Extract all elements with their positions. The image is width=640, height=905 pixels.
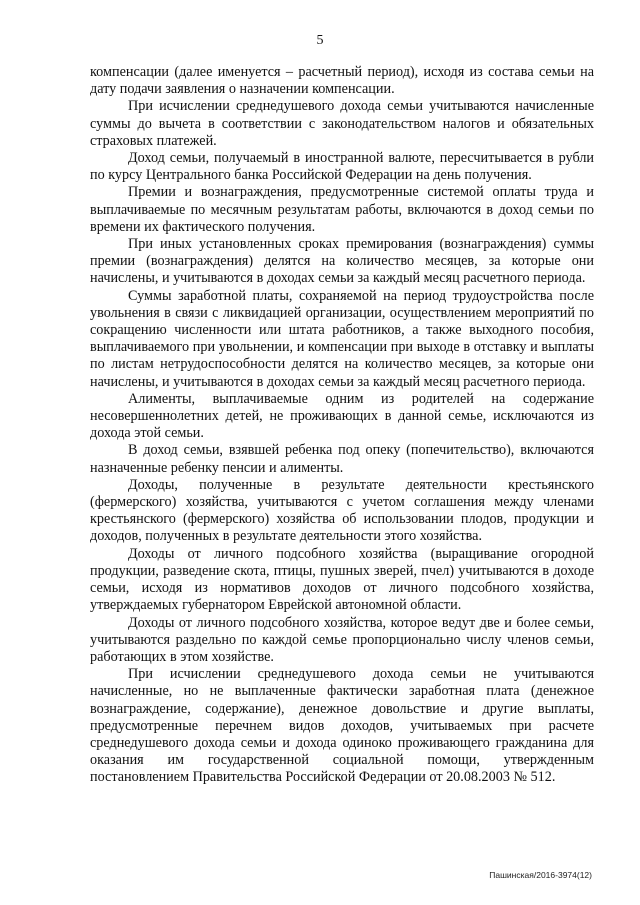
paragraph: Доход семьи, получаемый в иностранной валюте, пересчитывается в рубли по курсу Центрального банка Российской Федерации на день получения.: [90, 150, 594, 184]
footer-document-code: Пашинская/2016-3974(12): [489, 870, 592, 880]
paragraph: При исчислении среднедушевого дохода семьи не учитываются начисленные, но не выплаченные фактически заработная плата (денежное вознаграждение, содержание), денежное довольствие и другие выплаты, предусмотренные перечнем видов доходов, учитываемых при расчете среднедушевого дохода семьи и дохода одиноко проживающего гражданина для оказания им государственной социальной помощи, утвержденным постановлением Правительства Российской Федерации от 20.08.2003 № 512.: [90, 666, 594, 786]
paragraph: Премии и вознаграждения, предусмотренные системой оплаты труда и выплачиваемые по месячным результатам работы, включаются в доход семьи по времени их фактического получения.: [90, 184, 594, 235]
document-body: [90, 64, 594, 787]
paragraph: При иных установленных сроках премирования (вознаграждения) суммы премии (вознаграждения) делятся на количество месяцев, за которые они начислены, и учитываются в доходах семьи за каждый месяц расчетного периода.: [90, 236, 594, 287]
paragraph: Доходы от личного подсобного хозяйства, которое ведут две и более семьи, учитываются раздельно по каждой семье пропорционально числу членов семьи, работающих в этом хозяйстве.: [90, 614, 594, 665]
paragraph: В доход семьи, взявшей ребенка под опеку (попечительство), включаются назначенные ребенку пенсии и алименты.: [90, 442, 594, 476]
paragraph: Суммы заработной платы, сохраняемой на период трудоустройства после увольнения в связи с ликвидацией организации, осуществлением мероприятий по сокращению численности или штата работников, а также выходного пособия, выплачиваемого при увольнении, и компенсации при выходе в отставку и выплаты по листам нетрудоспособности делятся на количество месяцев, за которые они начислены, и учитываются в доходах семьи за каждый месяц расчетного периода.: [90, 287, 594, 390]
paragraph: Алименты, выплачиваемые одним из родителей на содержание несовершеннолетних детей, не проживающих в данной семье, исключаются из дохода этой семьи.: [90, 390, 594, 442]
paragraph: Доходы от личного подсобного хозяйства (выращивание огородной продукции, разведение скота, птицы, пушных зверей, пчел) учитываются в доходе семьи, исходя из нормативов доходов от личного подсобного хозяйства, утверждаемых губернатором Еврейской автономной области.: [90, 545, 594, 614]
paragraph-continuation: компенсации (далее именуется – расчетный период), исходя из состава семьи на дату подачи заявления о назначении компенсации.: [90, 64, 594, 98]
paragraph: При исчислении среднедушевого дохода семьи учитываются начисленные суммы до вычета в соответствии с законодательством налогов и обязательных страховых платежей.: [90, 98, 594, 149]
paragraph: Доходы, полученные в результате деятельности крестьянского (фермерского) хозяйства, учитываются с учетом соглашения между членами крестьянского (фермерского) хозяйства об использовании плодов, продукции и доходов, полученных в результате деятельности этого хозяйства.: [90, 476, 594, 545]
page-number: 5: [316, 33, 324, 48]
